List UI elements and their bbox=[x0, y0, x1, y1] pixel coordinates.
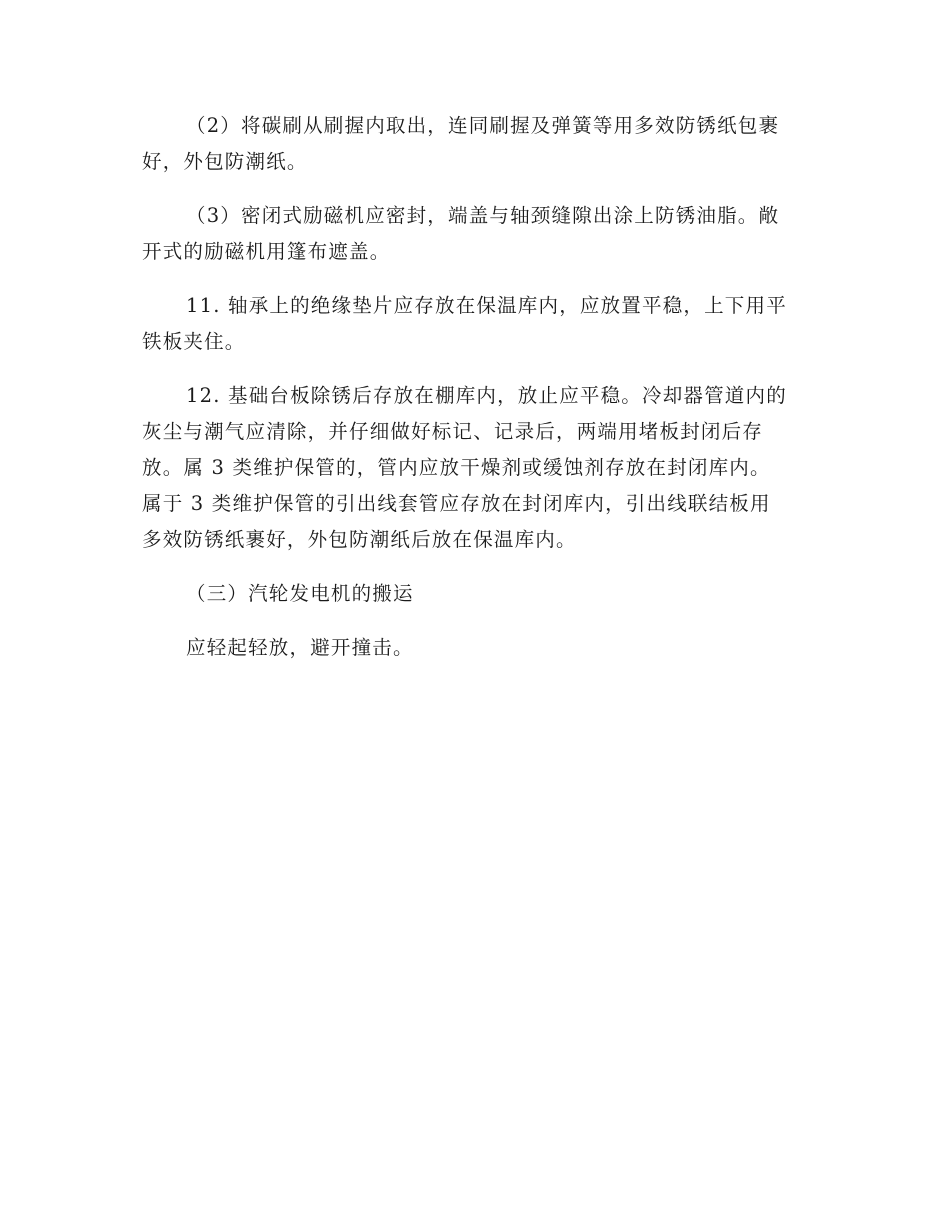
paragraph-carbon-brush bbox=[142, 108, 810, 180]
text-line: 应轻起轻放，避开撞击。 bbox=[186, 636, 414, 659]
text-line: 铁板夹住。 bbox=[142, 330, 246, 353]
text-line: 灰尘与潮气应清除，并仔细做好标记、记录后，两端用堵板封闭后存 bbox=[142, 420, 764, 443]
text-line: 开式的励磁机用篷布遮盖。 bbox=[142, 240, 391, 263]
text-line: 属于 3 类维护保管的引出线套管应存放在封闭库内，引出线联结板用 bbox=[142, 492, 771, 515]
section-heading-transport bbox=[142, 576, 810, 612]
paragraph-item-11 bbox=[142, 288, 810, 360]
text-line: （3）密闭式励磁机应密封，端盖与轴颈缝隙出涂上防锈油脂。敞 bbox=[186, 204, 780, 227]
text-line: 多效防锈纸裹好，外包防潮纸后放在保温库内。 bbox=[142, 528, 577, 551]
paragraph-exciter-sealing bbox=[142, 198, 810, 270]
text-line: （三）汽轮发电机的搬运 bbox=[186, 582, 414, 605]
text-line: （2）将碳刷从刷握内取出，连同刷握及弹簧等用多效防锈纸包裹 bbox=[186, 114, 780, 137]
text-line: 好，外包防潮纸。 bbox=[142, 150, 308, 173]
paragraph-handling bbox=[142, 630, 810, 666]
text-line: 12. 基础台板除锈后存放在棚库内，放止应平稳。冷却器管道内的 bbox=[186, 384, 787, 407]
text-line: 11. 轴承上的绝缘垫片应存放在保温库内，应放置平稳，上下用平 bbox=[186, 294, 787, 317]
text-line: 放。属 3 类维护保管的，管内应放干燥剂或缓蚀剂存放在封闭库内。 bbox=[142, 456, 771, 479]
paragraph-item-12 bbox=[142, 378, 810, 558]
